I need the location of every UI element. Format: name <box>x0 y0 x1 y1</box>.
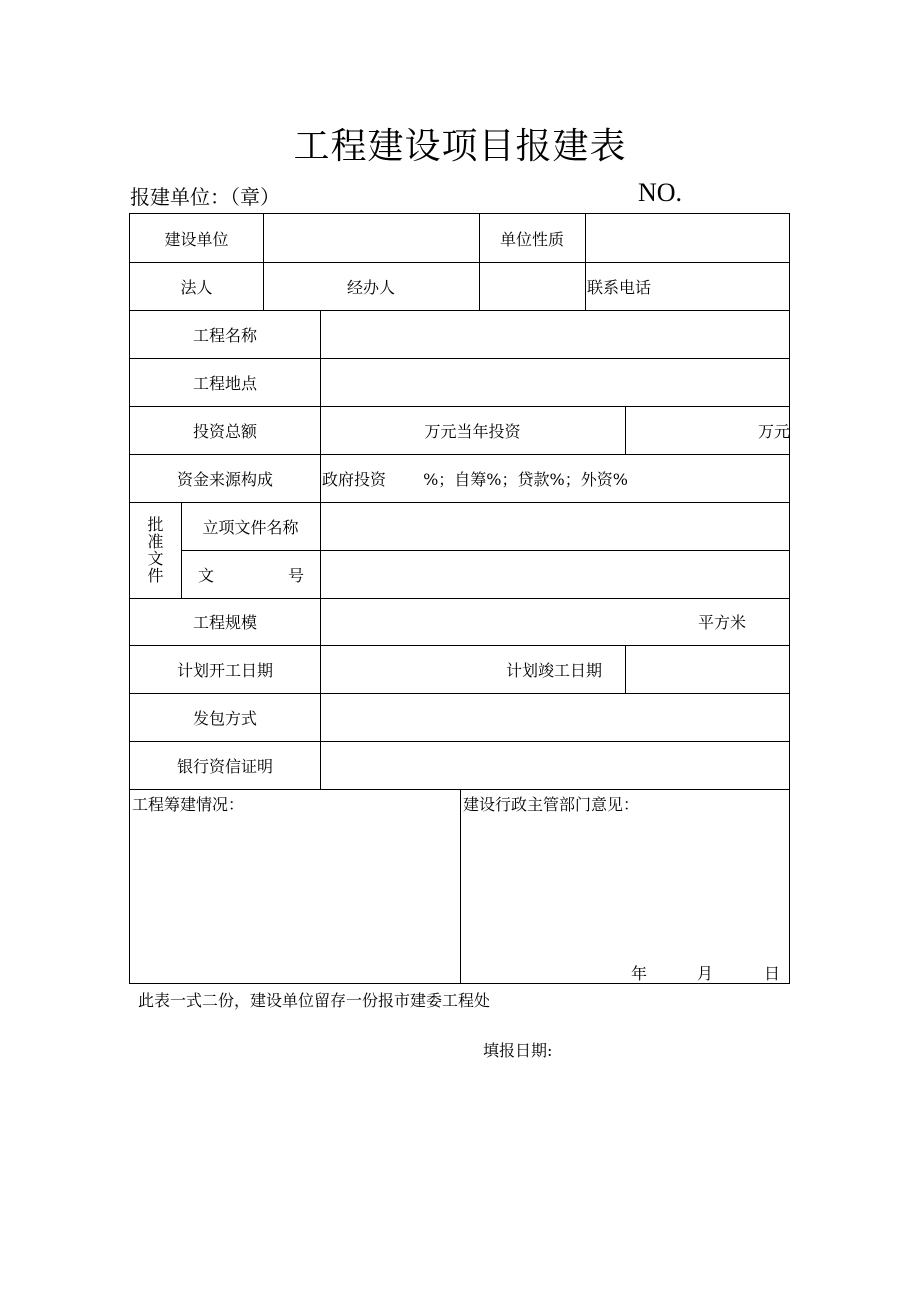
form-number-label: NO. <box>638 178 683 207</box>
project-name-field[interactable] <box>320 310 790 358</box>
contract-method-field[interactable] <box>320 693 790 741</box>
fill-date-label: 填报日期: <box>483 1041 553 1060</box>
square-meters-unit: 平方米 <box>697 613 746 632</box>
col-divider <box>460 789 461 984</box>
project-doc-name-field[interactable] <box>320 502 790 550</box>
bank-credit-label: 银行资信证明 <box>176 756 273 776</box>
approval-docs-label <box>130 502 181 598</box>
fund-breakdown-text: 政府投资 %；自筹%；贷款%；外资% <box>322 469 628 489</box>
contract-method-label: 发包方式 <box>192 708 257 728</box>
project-doc-name-label: 立项文件名称 <box>202 517 299 537</box>
planned-finish-field[interactable] <box>625 645 790 693</box>
current-year-investment-label: 万元当年投资 <box>424 421 521 441</box>
project-location-field[interactable] <box>320 358 790 406</box>
wan-yuan-unit: 万元 <box>757 421 790 441</box>
day-label: 日 <box>764 964 781 983</box>
planned-start-label: 计划开工日期 <box>176 660 273 680</box>
planned-finish-label: 计划竣工日期 <box>505 660 602 680</box>
page-title: 工程建设项目报建表 <box>293 126 627 167</box>
footer-note: 此表一式二份，建设单位留存一份报市建委工程处 <box>138 991 491 1010</box>
bank-credit-field[interactable] <box>320 741 790 789</box>
handler-field[interactable] <box>479 262 585 310</box>
project-location-label: 工程地点 <box>192 373 257 393</box>
total-investment-label: 投资总额 <box>192 421 257 441</box>
document-number-label <box>181 550 320 598</box>
approval-char: 批 <box>147 515 164 534</box>
month-label: 月 <box>697 964 714 983</box>
handler-label: 经办人 <box>346 277 395 297</box>
approval-char: 准 <box>147 532 164 551</box>
contact-phone-label: 联系电话 <box>587 277 652 297</box>
doc-no-char: 号 <box>287 565 304 585</box>
year-label: 年 <box>631 964 648 983</box>
fund-source-label: 资金来源构成 <box>176 469 273 489</box>
approval-char: 文 <box>147 549 164 568</box>
preparation-status-label: 工程筹建情况： <box>132 795 245 814</box>
project-name-label: 工程名称 <box>192 325 257 345</box>
project-scale-label: 工程规模 <box>192 613 257 632</box>
unit-nature-label: 单位性质 <box>499 229 564 249</box>
unit-nature-field[interactable] <box>585 214 790 262</box>
doc-no-char: 文 <box>198 565 215 585</box>
construction-unit-field[interactable] <box>263 214 479 262</box>
reporting-unit-label: 报建单位：（章） <box>130 185 280 209</box>
approval-char: 件 <box>147 566 164 585</box>
registration-form-table <box>129 213 790 984</box>
document-number-field[interactable] <box>320 550 790 598</box>
legal-person-label: 法人 <box>180 277 213 297</box>
authority-opinion-label: 建设行政主管部门意见： <box>463 795 640 814</box>
construction-unit-label: 建设单位 <box>164 229 229 249</box>
